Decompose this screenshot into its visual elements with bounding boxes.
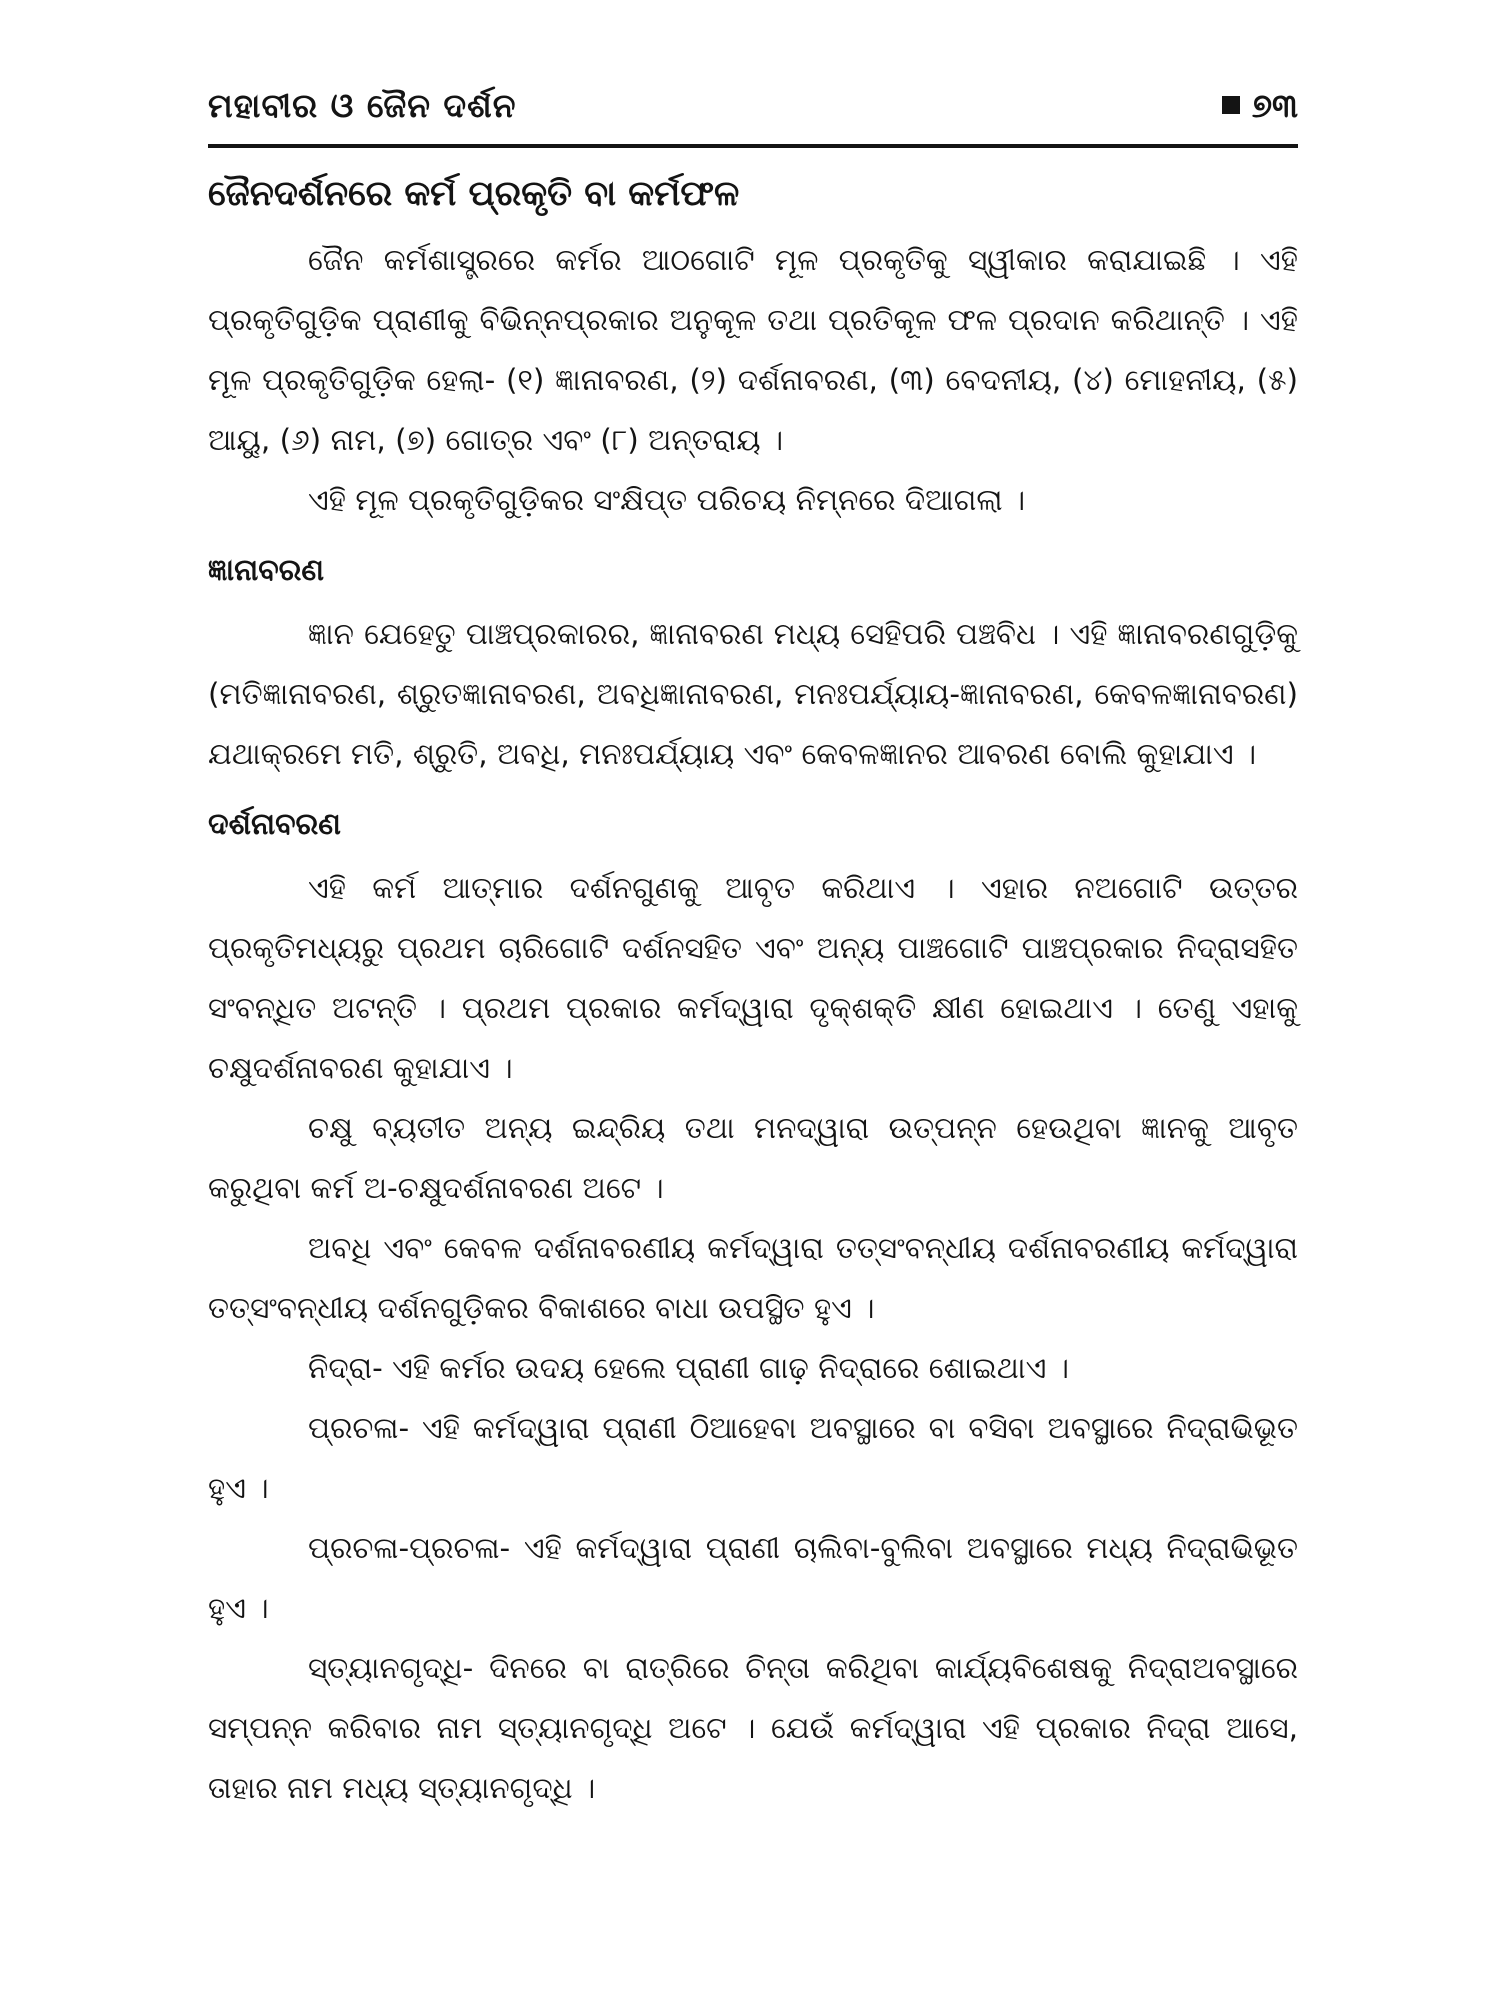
section-paragraph: ନିଦ୍ରା- ଏହି କର୍ମର ଉଦୟ ହେଲେ ପ୍ରାଣୀ ଗାଢ଼ ନିଦ୍ରାରେ ଶୋଇଥାଏ । bbox=[308, 1351, 1069, 1385]
running-header bbox=[208, 78, 1298, 142]
page-number: ୭୩ bbox=[1251, 86, 1298, 125]
section-paragraph: ଚକ୍ଷୁ ବ୍ୟତୀତ ଅନ୍ୟ ଇନ୍ଦ୍ରିୟ ତଥା ମନଦ୍ୱାରା ଉତ୍ପନ୍ନ ହେଉଥିବା ଜ୍ଞାନକୁ ଆବୃତ କରୁଥିବା କର୍ମ ଅ-ଚକ୍ଷୁଦର୍ଶନାବରଣ ଅଟେ । bbox=[208, 1111, 1298, 1205]
section-darshanavarana bbox=[208, 798, 1298, 1818]
section-paragraph: ଅବଧି ଏବଂ କେବଳ ଦର୍ଶନାବରଣୀୟ କର୍ମଦ୍ୱାରା ତତ୍‌ସଂବନ୍ଧୀୟ ଦର୍ଶନାବରଣୀୟ କର୍ମଦ୍ୱାରା ତତ୍‌ସଂବନ୍ଧୀୟ ଦର୍ଶନଗୁଡ଼ିକର ବିକାଶରେ ବାଧା ଉପସ୍ଥିତ ହୁଏ । bbox=[208, 1231, 1298, 1325]
section-paragraph: ପ୍ରଚଳା-ପ୍ରଚଳା- ଏହି କର୍ମଦ୍ୱାରା ପ୍ରାଣୀ ଚାଲିବା-ବୁଲିବା ଅବସ୍ଥାରେ ମଧ୍ୟ ନିଦ୍ରାଭିଭୂତ ହୁଏ । bbox=[208, 1531, 1298, 1625]
chapter-heading: ଜୈନଦର୍ଶନରେ କର୍ମ ପ୍ରକୃତି ବା କର୍ମଫଳ bbox=[208, 174, 740, 214]
section-paragraph: ଜ୍ଞାନ ଯେହେତୁ ପାଞ୍ଚପ୍ରକାରର, ଜ୍ଞାନାବରଣ ମଧ୍ୟ ସେହିପରି ପଞ୍ଚବିଧ । ଏହି ଜ୍ଞାନାବରଣଗୁଡ଼ିକୁ (ମତିଜ୍ଞାନାବରଣ, ଶ୍ରୁତଜ୍ଞାନାବରଣ, ଅବଧିଜ୍ଞାନାବରଣ, ମନଃପର୍ଯ୍ୟାୟ-ଜ୍ଞାନାବରଣ, କେବଳଜ୍ଞାନାବରଣ) ଯଥାକ୍ରମେ ମତି, ଶ୍ରୁତି, ଅବଧି, ମନଃପର୍ଯ୍ୟାୟ ଏବଂ କେବଳଜ୍ଞାନର ଆବରଣ ବୋଲି କୁହାଯାଏ । bbox=[208, 617, 1298, 771]
book-title: ମହାବୀର ଓ ଜୈନ ଦର୍ଶନ bbox=[208, 86, 517, 125]
section-jnanavarana bbox=[208, 544, 1298, 784]
section-paragraph: ଏହି କର୍ମ ଆତ୍ମାର ଦର୍ଶନଗୁଣକୁ ଆବୃତ କରିଥାଏ । ଏହାର ନଅଗୋଟି ଉତ୍ତର ପ୍ରକୃତିମଧ୍ୟରୁ ପ୍ରଥମ ଚାରିଗୋଟି ଦର୍ଶନସହିତ ଏବଂ ଅନ୍ୟ ପାଞ୍ଚଗୋଟି ପାଞ୍ଚପ୍ରକାର ନିଦ୍ରାସହିତ ସଂବନ୍ଧିତ ଅଟନ୍ତି । ପ୍ରଥମ ପ୍ରକାର କର୍ମଦ୍ୱାରା ଦୃକ୍‌ଶକ୍ତି କ୍ଷୀଣ ହୋଇଥାଏ । ତେଣୁ ଏହାକୁ ଚକ୍ଷୁଦର୍ଶନାବରଣ କୁହାଯାଏ । bbox=[208, 871, 1298, 1085]
intro-paragraph: ଜୈନ କର୍ମଶାସ୍ତ୍ରରେ କର୍ମର ଆଠଗୋଟି ମୂଳ ପ୍ରକୃତିକୁ ସ୍ୱୀକାର କରାଯାଇଛି । ଏହି ପ୍ରକୃତିଗୁଡ଼ିକ ପ୍ରାଣୀକୁ ବିଭିନ୍ନପ୍ରକାର ଅନୁକୂଳ ତଥା ପ୍ରତିକୂଳ ଫଳ ପ୍ରଦାନ କରିଥାନ୍ତି । ଏହି ମୂଳ ପ୍ରକୃତିଗୁଡ଼ିକ ହେଲା- (୧) ଜ୍ଞାନାବରଣ, (୨) ଦର୍ଶନାବରଣ, (୩) ବେଦନୀୟ, (୪) ମୋହନୀୟ, (୫) ଆୟୁ, (୬) ନାମ, (୭) ଗୋତ୍ର ଏବଂ (୮) ଅନ୍ତରାୟ । bbox=[208, 243, 1298, 457]
section-heading: ଜ୍ଞାନାବରଣ bbox=[208, 553, 325, 588]
section-paragraph: ପ୍ରଚଳା- ଏହି କର୍ମଦ୍ୱାରା ପ୍ରାଣୀ ଠିଆହେବା ଅବସ୍ଥାରେ ବା ବସିବା ଅବସ୍ଥାରେ ନିଦ୍ରାଭିଭୂତ ହୁଏ । bbox=[208, 1411, 1298, 1505]
page-number-block bbox=[1222, 86, 1298, 126]
section-paragraph: ସ୍ତ୍ୟାନଗୃଦ୍ଧି- ଦିନରେ ବା ରାତ୍ରିରେ ଚିନ୍ତା କରିଥିବା କାର୍ଯ୍ୟବିଶେଷକୁ ନିଦ୍ରାଅବସ୍ଥାରେ ସମ୍ପନ୍ନ କରିବାର ନାମ ସ୍ତ୍ୟାନଗୃଦ୍ଧି ଅଟେ । ଯେଉଁ କର୍ମଦ୍ୱାରା ଏହି ପ୍ରକାର ନିଦ୍ରା ଆସେ, ତାହାର ନାମ ମଧ୍ୟ ସ୍ତ୍ୟାନଗୃଦ୍ଧି । bbox=[208, 1651, 1298, 1805]
intro-paragraph: ଏହି ମୂଳ ପ୍ରକୃତିଗୁଡ଼ିକର ସଂକ୍ଷିପ୍ତ ପରିଚୟ ନିମ୍ନରେ ଦିଆଗଲା । bbox=[308, 483, 1026, 517]
section-heading: ଦର୍ଶନାବରଣ bbox=[208, 807, 341, 842]
book-page bbox=[208, 78, 1298, 1818]
header-rule bbox=[208, 144, 1298, 148]
square-bullet-icon bbox=[1222, 96, 1240, 114]
